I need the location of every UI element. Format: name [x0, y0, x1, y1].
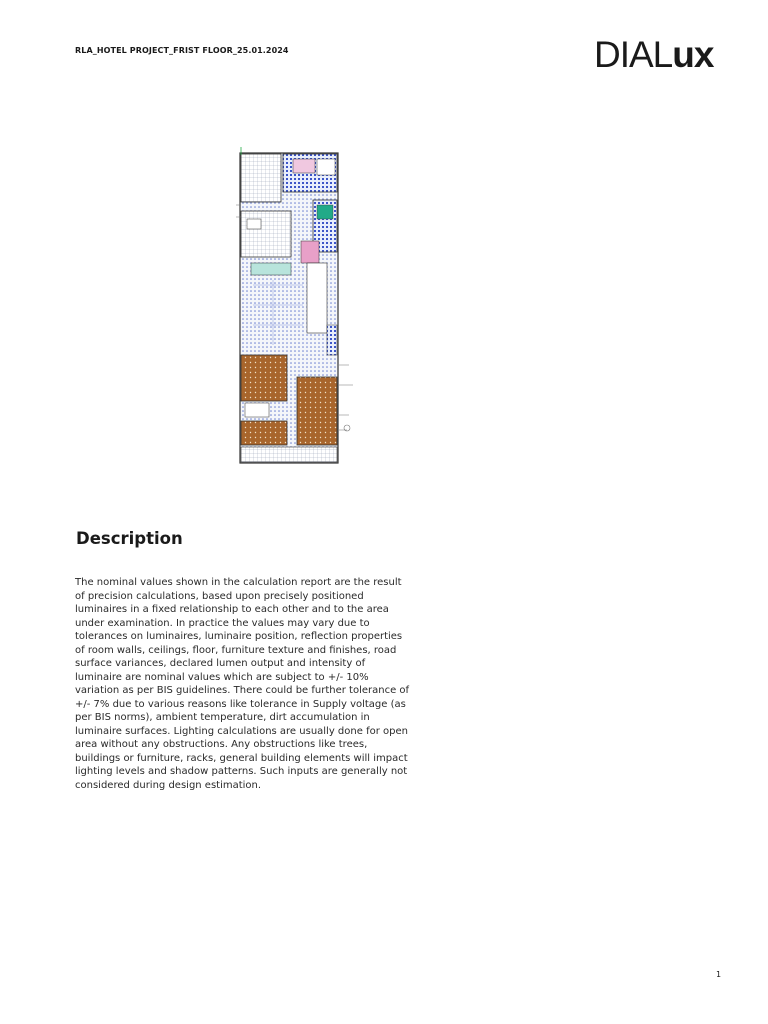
floor-plan-image	[233, 145, 357, 465]
logo-text-light: DIAL	[594, 34, 673, 75]
section-heading-description: Description	[76, 529, 183, 548]
plan-wood-area-bottom-left	[241, 421, 287, 445]
document-title: RLA_HOTEL PROJECT_FRIST FLOOR_25.01.2024	[75, 46, 289, 55]
plan-room-top-left	[241, 154, 281, 202]
plan-cyan-strip	[251, 263, 291, 275]
plan-wood-area-right	[297, 377, 337, 445]
description-text: The nominal values shown in the calculation report are the result of precision calculations, based upon precisely positioned luminaires in a fixed relationship to each other and to the area under examination. In practice the values may vary due to tolerances on luminaires, luminaire position, reflection properties of room walls, ceilings, floor, furniture texture and finishes, road surface variances, declared lumen output and intensity of luminaire are nominal values which are subject to +/- 10% variation as per BIS guidelines. There could be further tolerance of +/- 7% due to various reasons like tolerance in Supply voltage (as per BIS norms), ambient temperature, dirt accumulation in luminaire surfaces. Lighting calculations are usually done for open area without any obstructions. Any obstructions like trees, buildings or furniture, racks, general building elements will impact lighting levels and shadow patterns. Such inputs are generally not considered during design estimation.	[75, 577, 410, 791]
logo-text-bold: ux	[672, 34, 714, 75]
plan-wood-area-top-left	[241, 355, 287, 401]
dialux-logo	[594, 36, 713, 73]
plan-room-mid-left	[241, 211, 291, 257]
page-number: 1	[716, 970, 722, 979]
